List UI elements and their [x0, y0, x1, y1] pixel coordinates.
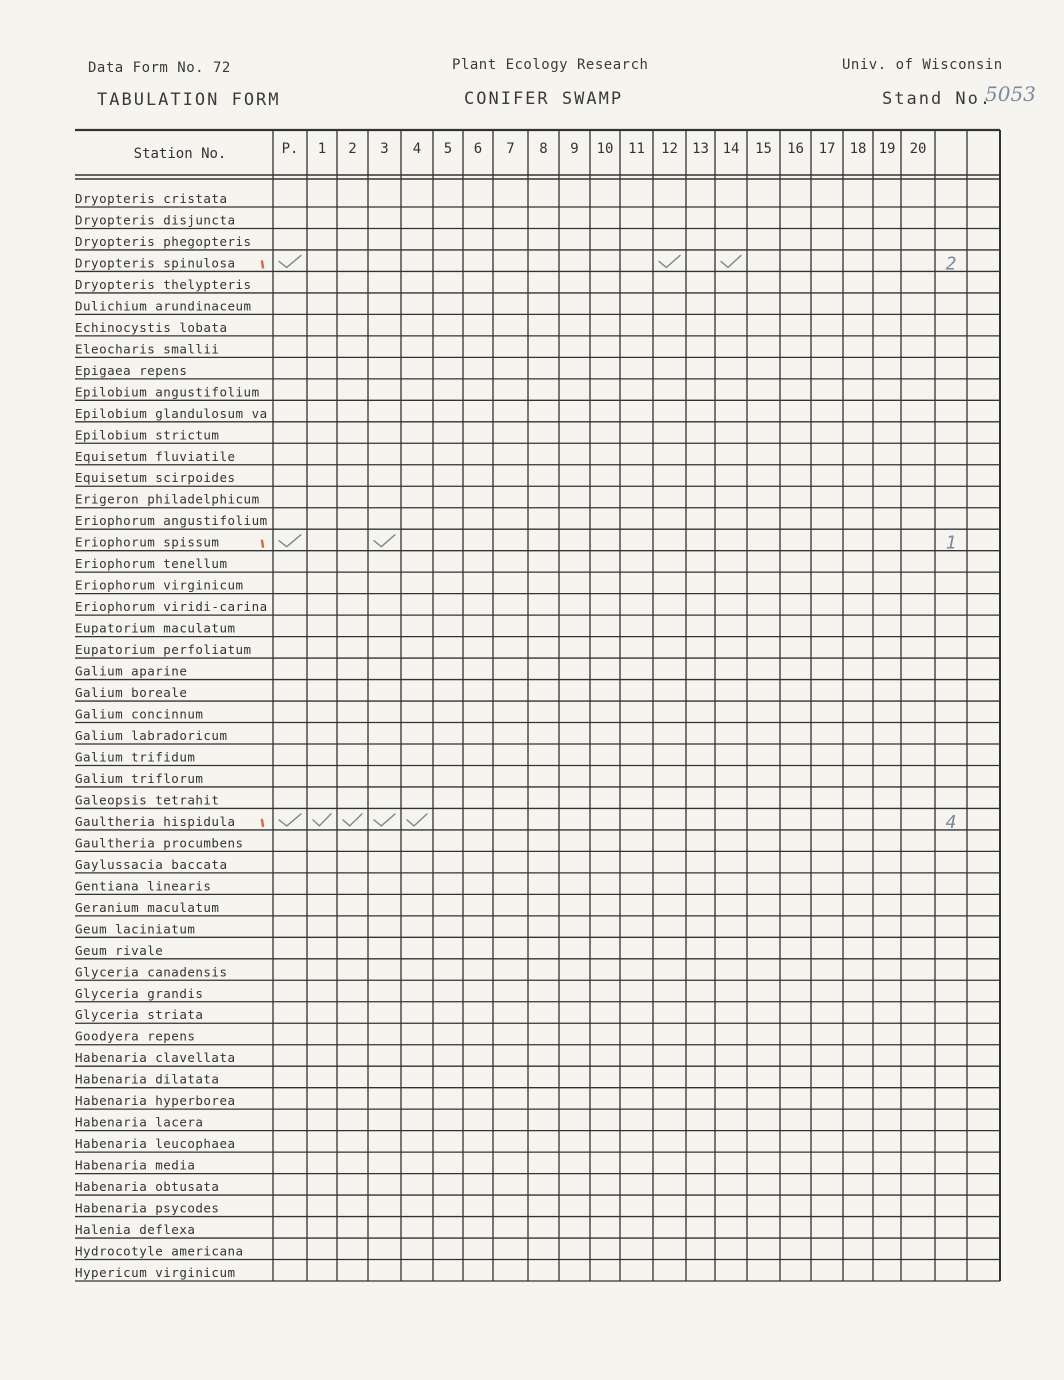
checkmarks	[262, 253, 956, 832]
species-label: Equisetum fluviatile	[75, 448, 236, 464]
species-label: Eriophorum virginicum	[75, 577, 244, 593]
species-label: Echinocystis lobata	[75, 319, 228, 335]
species-label: Galium aparine	[75, 663, 188, 679]
species-label: Gaultheria hispidula	[75, 813, 236, 829]
column-header: 19	[878, 141, 896, 157]
column-header: 3	[380, 141, 389, 157]
species-label: Equisetum scirpoides	[75, 470, 236, 486]
check-mark	[279, 535, 301, 547]
species-label: Eriophorum viridi-carina	[75, 599, 268, 615]
row-total: 1	[945, 532, 957, 554]
species-label: Galium concinnum	[75, 706, 204, 722]
column-header: P.	[281, 141, 299, 157]
species-label: Habenaria obtusata	[75, 1179, 220, 1195]
column-header: 6	[473, 141, 483, 157]
species-label: Glyceria canadensis	[75, 964, 228, 980]
species-label: Geum laciniatum	[75, 921, 196, 937]
species-label: Glyceria striata	[75, 1007, 204, 1023]
station-no-header: Station No.	[133, 146, 227, 162]
column-header: 2	[348, 141, 357, 157]
species-label: Gaylussacia baccata	[75, 856, 228, 872]
species-label: Halenia deflexa	[75, 1222, 196, 1238]
species-label: Hydrocotyle americana	[75, 1243, 244, 1259]
column-header: 18	[849, 141, 867, 157]
species-label: Eleocharis smallii	[75, 341, 220, 357]
row-total: 4	[945, 811, 957, 833]
species-label: Habenaria psycodes	[75, 1200, 220, 1216]
column-header: 7	[506, 141, 515, 157]
species-label: Geum rivale	[75, 942, 164, 958]
species-label: Habenaria dilatata	[75, 1071, 220, 1087]
check-mark	[721, 255, 741, 267]
stand-number: 5053	[985, 82, 1036, 106]
red-tick-mark	[262, 820, 263, 826]
species-label: Dulichium arundinaceum	[75, 298, 252, 314]
column-header: 12	[661, 141, 678, 157]
column-header: 8	[539, 141, 548, 157]
column-header: 11	[628, 141, 645, 157]
species-label: Habenaria clavellata	[75, 1050, 236, 1066]
species-label: Erigeron philadelphicum	[75, 491, 260, 507]
species-label: Eupatorium perfoliatum	[75, 642, 252, 658]
species-label: Dryopteris thelypteris	[75, 276, 252, 292]
university-name: Univ. of Wisconsin	[842, 57, 1003, 73]
species-label: Eriophorum spissum	[75, 534, 220, 550]
species-label: Galium triflorum	[75, 770, 204, 786]
check-mark	[279, 814, 301, 826]
species-label: Geranium maculatum	[75, 899, 220, 915]
check-mark	[279, 255, 301, 267]
species-label: Habenaria leucophaea	[75, 1136, 236, 1152]
red-tick-mark	[262, 261, 263, 267]
species-label: Gentiana linearis	[75, 878, 212, 894]
species-list	[75, 191, 268, 1280]
species-label: Habenaria lacera	[75, 1114, 204, 1130]
research-title: Plant Ecology Research	[452, 57, 649, 73]
species-label: Gaultheria procumbens	[75, 835, 244, 851]
species-label: Galium labradoricum	[75, 728, 228, 743]
column-header: 16	[787, 141, 804, 157]
form-number: Data Form No. 72	[88, 60, 231, 76]
species-label: Dryopteris disjuncta	[75, 212, 236, 228]
check-mark	[374, 535, 395, 547]
species-label: Epilobium angustifolium	[75, 384, 260, 400]
column-header: 10	[596, 141, 614, 157]
species-label: Eupatorium maculatum	[75, 620, 236, 636]
species-label: Galium trifidum	[75, 749, 196, 765]
red-tick-mark	[262, 541, 263, 547]
species-label: Habenaria media	[75, 1157, 196, 1173]
species-label: Dryopteris cristata	[75, 191, 228, 206]
column-header: 17	[818, 141, 836, 157]
forest-type-title: CONIFER SWAMP	[464, 89, 624, 109]
species-label: Eriophorum tenellum	[75, 556, 228, 572]
form-title: TABULATION FORM	[97, 90, 281, 110]
column-header: 15	[755, 141, 772, 157]
check-mark	[374, 814, 395, 826]
check-mark	[343, 814, 362, 826]
species-label: Hypericum virginicum	[75, 1265, 236, 1280]
check-mark	[313, 814, 331, 826]
check-mark	[659, 255, 680, 267]
species-label: Galeopsis tetrahit	[75, 792, 220, 808]
species-label: Glyceria grandis	[75, 985, 204, 1001]
check-mark	[407, 814, 427, 826]
column-header: 5	[443, 141, 453, 157]
species-label: Eriophorum angustifolium	[75, 513, 268, 529]
stand-label-text: Stand No.	[882, 89, 993, 109]
column-header: 4	[412, 141, 422, 157]
species-label: Dryopteris spinulosa	[75, 255, 236, 271]
column-header: 9	[570, 141, 579, 157]
species-label: Goodyera repens	[75, 1028, 196, 1044]
species-label: Dryopteris phegopteris	[75, 233, 252, 249]
column-header: 14	[722, 141, 740, 157]
column-headers	[282, 141, 927, 157]
species-label: Habenaria hyperborea	[75, 1093, 236, 1109]
row-total: 2	[945, 253, 957, 275]
species-label: Galium boreale	[75, 685, 188, 701]
column-header: 1	[317, 141, 327, 157]
column-header: 20	[909, 141, 927, 157]
species-label: Epilobium glandulosum va	[75, 405, 268, 421]
species-label: Epigaea repens	[75, 362, 188, 378]
species-label: Epilobium strictum	[75, 427, 220, 443]
column-header: 13	[692, 141, 709, 157]
